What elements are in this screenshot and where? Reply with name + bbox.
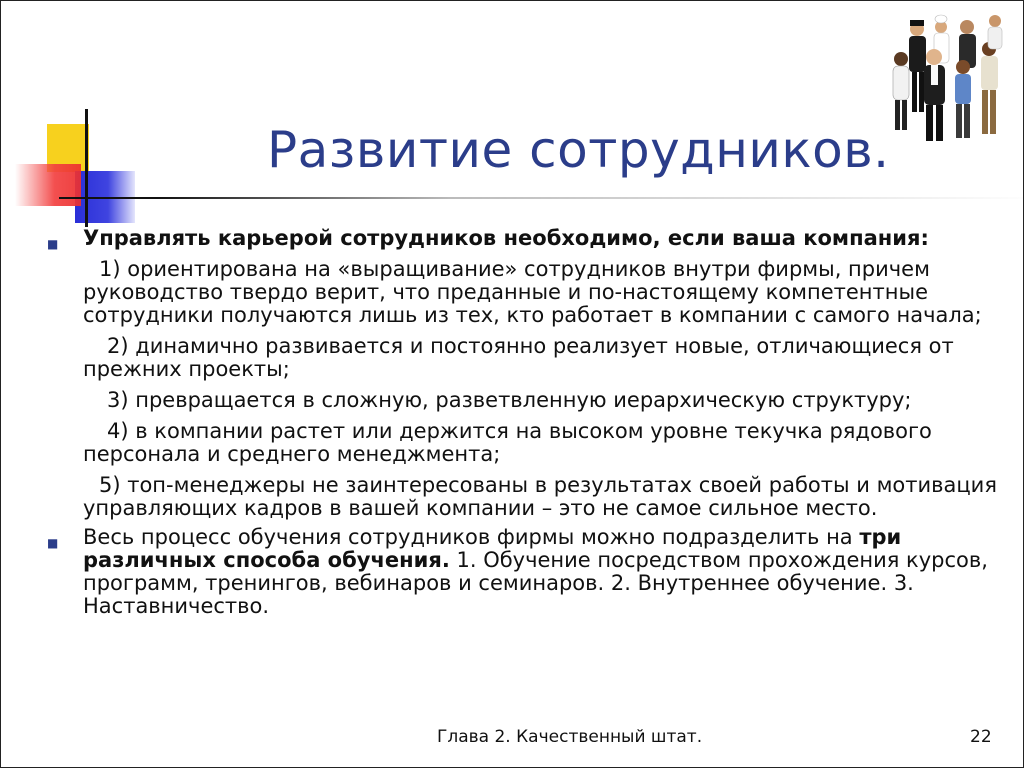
bullet-text-emphasis: три различных способа обучения. bbox=[83, 525, 902, 572]
bullet-paragraph bbox=[83, 526, 1007, 618]
people-staff-illustration bbox=[879, 7, 1019, 147]
bullet-text-start: Весь процесс обучения сотрудников фирмы можно подразделить на bbox=[83, 525, 860, 549]
bullet-text-end: 1. Обучение посредством прохождения курсов, программ, тренингов, вебинаров и семинаров. 2. Внутреннее обучение. 3. Наставничество. bbox=[83, 548, 988, 618]
decorative-vertical-line bbox=[85, 109, 88, 227]
list-item: 5) топ-менеджеры не заинтересованы в результатах своей работы и мотивация управляющих кадров в вашей компании – это не самое сильное место. bbox=[83, 473, 997, 520]
page-number: 22 bbox=[970, 727, 992, 747]
bullet-item bbox=[47, 227, 1007, 520]
decorative-red-square bbox=[15, 164, 81, 206]
bullet-item bbox=[47, 526, 1007, 618]
list-item: 4) в компании растет или держится на высоком уровне текучка рядового персонала и среднего менеджмента; bbox=[83, 419, 932, 466]
list-item: 2) динамично развивается и постоянно реализует новые, отличающиеся от прежних проекты; bbox=[83, 334, 954, 381]
slide-footer: Глава 2. Качественный штат. bbox=[437, 727, 703, 747]
bullet-heading: Управлять карьерой сотрудников необходимо, если ваша компания: bbox=[83, 226, 929, 250]
square-bullet-icon: ■ bbox=[47, 536, 59, 550]
square-bullet-icon: ■ bbox=[47, 237, 59, 251]
slide-content bbox=[47, 227, 1007, 618]
slide-title: Развитие сотрудников. bbox=[267, 121, 890, 179]
list-item: 3) превращается в сложную, разветвленную иерархическую структуру; bbox=[107, 388, 912, 412]
list-item: 1) ориентирована на «выращивание» сотрудников внутри фирмы, причем руководство твердо верит, что преданные и по-настоящему компетентные сотрудники получаются лишь из тех, кто работает в компании с самого начала; bbox=[83, 257, 982, 327]
decorative-horizontal-line bbox=[59, 197, 1024, 199]
